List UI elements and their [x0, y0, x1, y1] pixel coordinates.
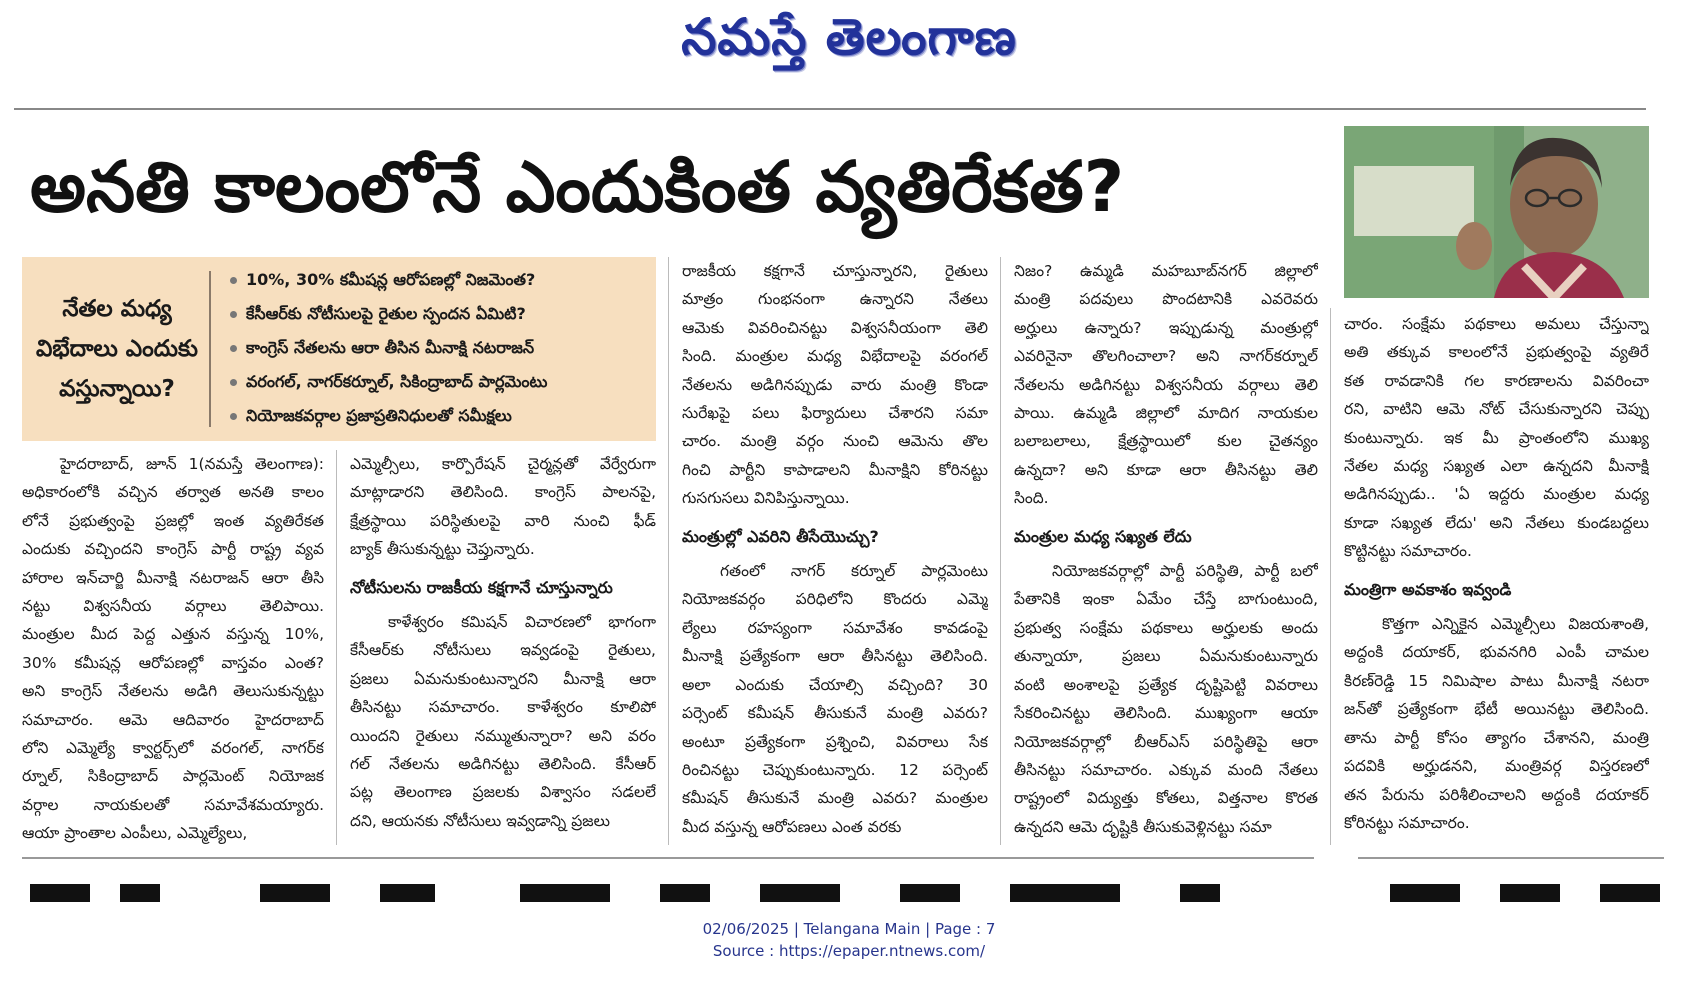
- page-footer: [0, 918, 1698, 962]
- article-line: ఎందుకు వచ్చిందని కాంగ్రెస్ పార్టీ రాష్ట్ర వ్యవ: [22, 540, 324, 559]
- article-line: క్షేత్రస్థాయి పరిస్థితులపై వారి నుంచి ఫీడ్: [350, 511, 656, 530]
- headline: అనతి కాలంలోనే ఎందుకింత వ్యతిరేకత?: [30, 146, 1125, 228]
- article-line: కిరణ్‌రెడ్డి 15 నిమిషాల పాటు మీనాక్షి నటరా: [1344, 671, 1649, 690]
- column-rule: [1000, 257, 1001, 845]
- article-line: రాజకీయ కక్షగానే చూస్తున్నారని, రైతులు: [682, 262, 988, 280]
- article-line: నిజం? ఉమ్మడి మహబూబ్‌నగర్ జిల్లాలో: [1014, 262, 1318, 280]
- article-line: చారం. సంక్షేమ పథకాలు అమలు చేస్తున్నా: [1344, 315, 1649, 333]
- highlight-bullet: కేసీఆర్‌కు నోటీసులపై రైతుల స్పందన ఏమిటి?: [228, 297, 648, 331]
- article-line: అర్హులు ఉన్నారు? ఇప్పుడున్న మంత్రుల్లో: [1014, 318, 1318, 337]
- article-line: రించినట్టు చెప్పుకుంటున్నారు. 12 పర్సెంట్: [682, 760, 988, 779]
- article-line: సమాచారం. ఆమె ఆదివారం హైదరాబాద్: [22, 710, 324, 729]
- subheading: మంత్రిగా అవకాశం ఇవ్వండి: [1344, 579, 1512, 599]
- article-line: అడిగినప్పుడు.. 'ఏ ఇద్దరు మంత్రుల మధ్య: [1344, 485, 1649, 504]
- article-line: పేతానికి ఇంకా ఏమేం చేస్తే బాగుంటుంది,: [1014, 590, 1318, 609]
- article-line: హైదరాబాద్, జూన్ 1(నమస్తే తెలంగాణ):: [60, 455, 324, 473]
- article-line: రని, వాటిని ఆమె నోట్ చేసుకున్నారని చెప్పు: [1344, 400, 1649, 419]
- article-line: కోరినట్టు సమాచారం.: [1344, 813, 1470, 832]
- article-line: పదవికి అర్హుడనని, మంత్రివర్గ విస్తరణలో: [1344, 757, 1649, 776]
- highlight-title: నేతల మధ్య విభేదాలు ఎందుకు వస్తున్నాయి?: [36, 296, 198, 402]
- article-line: లోని ఎమ్మెల్యే క్వార్టర్స్‌లో వరంగల్, నాగర్‌క: [22, 739, 324, 758]
- highlight-bullet: కాంగ్రెస్ నేతలను ఆరా తీసిన మీనాక్షి నటరాజన్: [228, 331, 648, 365]
- article-line: నియోజకవర్గాల్లో బీఆర్‌ఎస్ పరిస్థితిపై ఆరా: [1014, 732, 1318, 751]
- article-line: యిందని రైతులు నమ్ముతున్నారా? అని వరం: [350, 726, 656, 745]
- article-line: రాష్ట్రంలో విద్యుత్తు కోతలు, విత్తనాల కొరత: [1014, 789, 1318, 808]
- article-line: వర్గాల నాయకులతో సమావేశమయ్యారు.: [22, 795, 324, 814]
- article-column-4: [1014, 257, 1318, 841]
- article-line: కత రావడానికి గల కారణాలను వివరించా: [1344, 371, 1649, 390]
- article-line: కొత్తగా ఎన్నికైన ఎమ్మెల్సీలు విజయశాంతి,: [1382, 615, 1649, 634]
- article-line: కూడా సఖ్యత లేదు' అని నేతలు కుండబద్దలు: [1344, 513, 1649, 532]
- article-line: నియోజకవర్గం పరిధిలోని కొందరు ఎమ్మె: [682, 590, 988, 609]
- article-line: పాయి. ఉమ్మడి జిల్లాలో మాదిగ నాయకుల: [1014, 404, 1318, 423]
- footer-source: Source : https://epaper.ntnews.com/: [712, 942, 986, 960]
- article-column-1: [22, 450, 324, 848]
- article-line: ఉన్నదని ఆమె దృష్టికి తీసుకువెళ్లినట్టు సమా: [1014, 817, 1272, 836]
- footer-date-page: 02/06/2025 | Telangana Main | Page : 7: [702, 920, 996, 938]
- article-line: 30% కమీషన్ల ఆరోపణల్లో వాస్తవం ఎంత?: [22, 653, 324, 672]
- article-photo: [1344, 126, 1649, 298]
- article-line: ర్నూల్, సికింద్రాబాద్ పార్లమెంట్ నియోజక: [22, 767, 324, 786]
- article-line: తాను పార్టీ కోసం త్యాగం చేశానని, మంత్రి: [1344, 728, 1649, 747]
- article-line: నియోజకవర్గాల్లో పార్టీ పరిస్థితి, పార్టీ బలో: [1052, 562, 1318, 581]
- highlight-title-box: [22, 257, 212, 441]
- masthead-logo: [0, 8, 1698, 79]
- article-line: తున్నాయా, ప్రజలు ఏమనుకుంటున్నారు: [1014, 647, 1318, 666]
- article-line: లోనే ప్రభుత్వంపై ప్రజల్లో ఇంత వ్యతిరేకత: [22, 511, 324, 530]
- article-line: అధికారంలోకి వచ్చిన తర్వాత అనతి కాలం: [22, 483, 324, 502]
- article-line: గతంలో నాగర్ కర్నూల్ పార్లమెంటు: [720, 562, 988, 581]
- top-rule: [14, 108, 1646, 110]
- column-rule: [1330, 308, 1331, 845]
- article-line: ఆయా ప్రాంతాల ఎంపీలు, ఎమ్మెల్యేలు,: [22, 824, 248, 843]
- article-line: అంటూ ప్రత్యేకంగా ప్రశ్నించి, వివరాలు సేక: [682, 732, 988, 751]
- article-line: నేతలను అడిగినప్పుడు వారు మంత్రి కొండా: [682, 375, 988, 394]
- article-line: జన్‌తో ప్రత్యేకంగా భేటీ అయినట్టు తెలిసింది.: [1344, 700, 1649, 719]
- subheading: మంత్రుల మధ్య సఖ్యత లేదు: [1014, 526, 1192, 546]
- article-line: అతి తక్కువ కాలంలోనే ప్రభుత్వంపై వ్యతిరే: [1344, 343, 1649, 362]
- article-line: అద్దంకి దయాకర్, భువనగిరి ఎంపీ చామల: [1344, 643, 1649, 662]
- article-line: ఆమెకు వివరించినట్టు విశ్వసనీయంగా తెలి: [682, 318, 988, 337]
- article-line: ఉన్నదా? అని కూడా ఆరా తీసినట్టు తెలి: [1014, 460, 1318, 479]
- article-line: ఎమ్మెల్సీలు, కార్పొరేషన్ చైర్మన్లతో వేర్వేరుగా: [350, 455, 656, 473]
- article-line: గుసగుసలు వినిపిస్తున్నాయి.: [682, 489, 850, 508]
- article-line: చారం. మంత్రి వర్గం నుంచి ఆమెను తొల: [682, 432, 988, 451]
- article-line: ప్రభుత్వ సంక్షేమ పథకాలు అర్హులకు అందు: [1014, 618, 1318, 637]
- article-line: నేతల మధ్య సఖ్యత ఎలా ఉన్నదని మీనాక్షి: [1344, 457, 1649, 476]
- article-line: మాత్రం గుంభనంగా ఉన్నారని నేతలు: [682, 290, 988, 309]
- article-line: మంత్రి పదవులు పొందటానికి ఎవరెవరు: [1014, 290, 1318, 309]
- article-line: మీనాక్షి ప్రత్యేకంగా ఆరా తీసినట్టు తెలిసింది.: [682, 647, 988, 666]
- article-line: సింది. మంత్రుల మధ్య విభేదాలపై వరంగల్: [682, 347, 988, 366]
- article-line: మీద వస్తున్న ఆరోపణలు ఎంత వరకు: [682, 817, 902, 836]
- next-article-headline-cut: [0, 866, 1698, 902]
- article-line: మంత్రుల మీద పెద్ద ఎత్తున వస్తున్న 10%,: [22, 625, 324, 644]
- article-line: కాళేశ్వరం కమిషన్ విచారణలో భాగంగా: [388, 613, 656, 632]
- masthead-text: నమస్తే తెలంగాణ: [681, 8, 1017, 66]
- article-line: దని, ఆయనకు నోటీసులు ఇవ్వడాన్ని ప్రజలు: [350, 811, 610, 830]
- article-line: అలా ఎందుకు చేయాల్సి వచ్చింది? 30: [682, 675, 988, 694]
- article-line: సురేఖపై పలు ఫిర్యాదులు చేశారని సమా: [682, 404, 988, 423]
- article-column-2: [350, 450, 656, 835]
- article-line: పట్ల తెలంగాణ ప్రజలకు విశ్వాసం సడలలే: [350, 783, 656, 802]
- article-line: తన పేరును పరిశీలించాలని అద్దంకి దయాకర్: [1344, 785, 1649, 804]
- column-rule: [336, 450, 337, 845]
- subheading: మంత్రుల్లో ఎవరిని తీసేయొచ్చు?: [682, 526, 879, 546]
- article-line: కొట్టినట్టు సమాచారం.: [1344, 542, 1472, 561]
- article-line: సేకరించినట్టు తెలిసింది. ముఖ్యంగా ఆయా: [1014, 704, 1318, 723]
- article-line: బ్యాక్ తీసుకున్నట్టు చెప్తున్నారు.: [350, 540, 535, 559]
- highlight-bullets: [228, 263, 648, 433]
- article-line: ల్యేలు రహస్యంగా సమావేశం కావడంపై: [682, 618, 988, 637]
- article-line: గల్ నేతలను అడిగినట్టు తెలిసింది. కేసీఆర్: [350, 755, 656, 774]
- article-line: వంటి అంశాలపై ప్రత్యేక దృష్టిపెట్టి వివరాలు: [1014, 675, 1318, 694]
- article-line: కుంటున్నారు. ఇక మీ ప్రాంతంలోని ముఖ్య: [1344, 428, 1649, 447]
- subheading: నోటీసులను రాజకీయ కక్షగానే చూస్తున్నారు: [350, 577, 613, 597]
- highlight-bullet: నియోజకవర్గాల ప్రజాప్రతినిధులతో సమీక్షలు: [228, 399, 648, 433]
- article-column-3: [682, 257, 988, 841]
- article-line: హారాల ఇన్‌చార్జి మీనాక్షి నటరాజన్ ఆరా తీసి: [22, 568, 324, 587]
- article-line: ప్రజలు ఏమనుకుంటున్నారని మీనాక్షి ఆరా: [350, 669, 656, 688]
- bottom-rule-right: [1358, 857, 1664, 859]
- highlight-box: [22, 257, 656, 441]
- highlight-bullet: 10%, 30% కమీషన్ల ఆరోపణల్లో నిజమెంత?: [228, 263, 648, 297]
- article-line: బలాబలాలు, క్షేత్రస్థాయిలో కుల చైతన్యం: [1014, 432, 1318, 451]
- article-line: కేసీఆర్‌కు నోటీసులు ఇవ్వడంపై రైతులు,: [350, 641, 656, 660]
- article-line: నేతలను అడిగినట్టు విశ్వసనీయ వర్గాలు తెలి: [1014, 375, 1318, 394]
- highlight-bullet: వరంగల్, నాగర్‌కర్నూల్, సికింద్రాబాద్ పార్లమెంటు: [228, 365, 648, 399]
- article-line: పర్సెంట్ కమీషన్ తీసుకునే మంత్రి ఎవరు?: [682, 704, 988, 723]
- article-line: సింది.: [1014, 489, 1049, 508]
- article-line: తీసినట్టు సమాచారం. కాళేశ్వరం కూలిపో: [350, 698, 656, 717]
- bottom-rule: [22, 857, 1314, 859]
- article-line: కమీషన్ తీసుకునే మంత్రి ఎవరు? మంత్రుల: [682, 789, 988, 808]
- article-line: నట్టు విశ్వసనీయ వర్గాలు తెలిపాయి.: [22, 597, 324, 616]
- article-line: అని కాంగ్రెస్ నేతలను అడిగి తెలుసుకున్నట్టు: [22, 682, 324, 701]
- article-line: తీసినట్టు సమాచారం. ఎక్కువ మంది నేతలు: [1014, 760, 1318, 779]
- portrait-image: [1344, 126, 1649, 298]
- article-column-5: [1344, 310, 1649, 837]
- column-rule: [668, 257, 669, 845]
- article-line: మాట్లాడారని తెలిసింది. కాంగ్రెస్ పాలనపై,: [350, 483, 656, 502]
- article-line: గించి పార్టీని కాపాడాలని మీనాక్షిని కోరినట్టు: [682, 460, 988, 479]
- highlight-divider: [209, 271, 211, 427]
- article-line: ఎవరినైనా తొలగించాలా? అని నాగర్‌కర్నూల్: [1014, 347, 1318, 366]
